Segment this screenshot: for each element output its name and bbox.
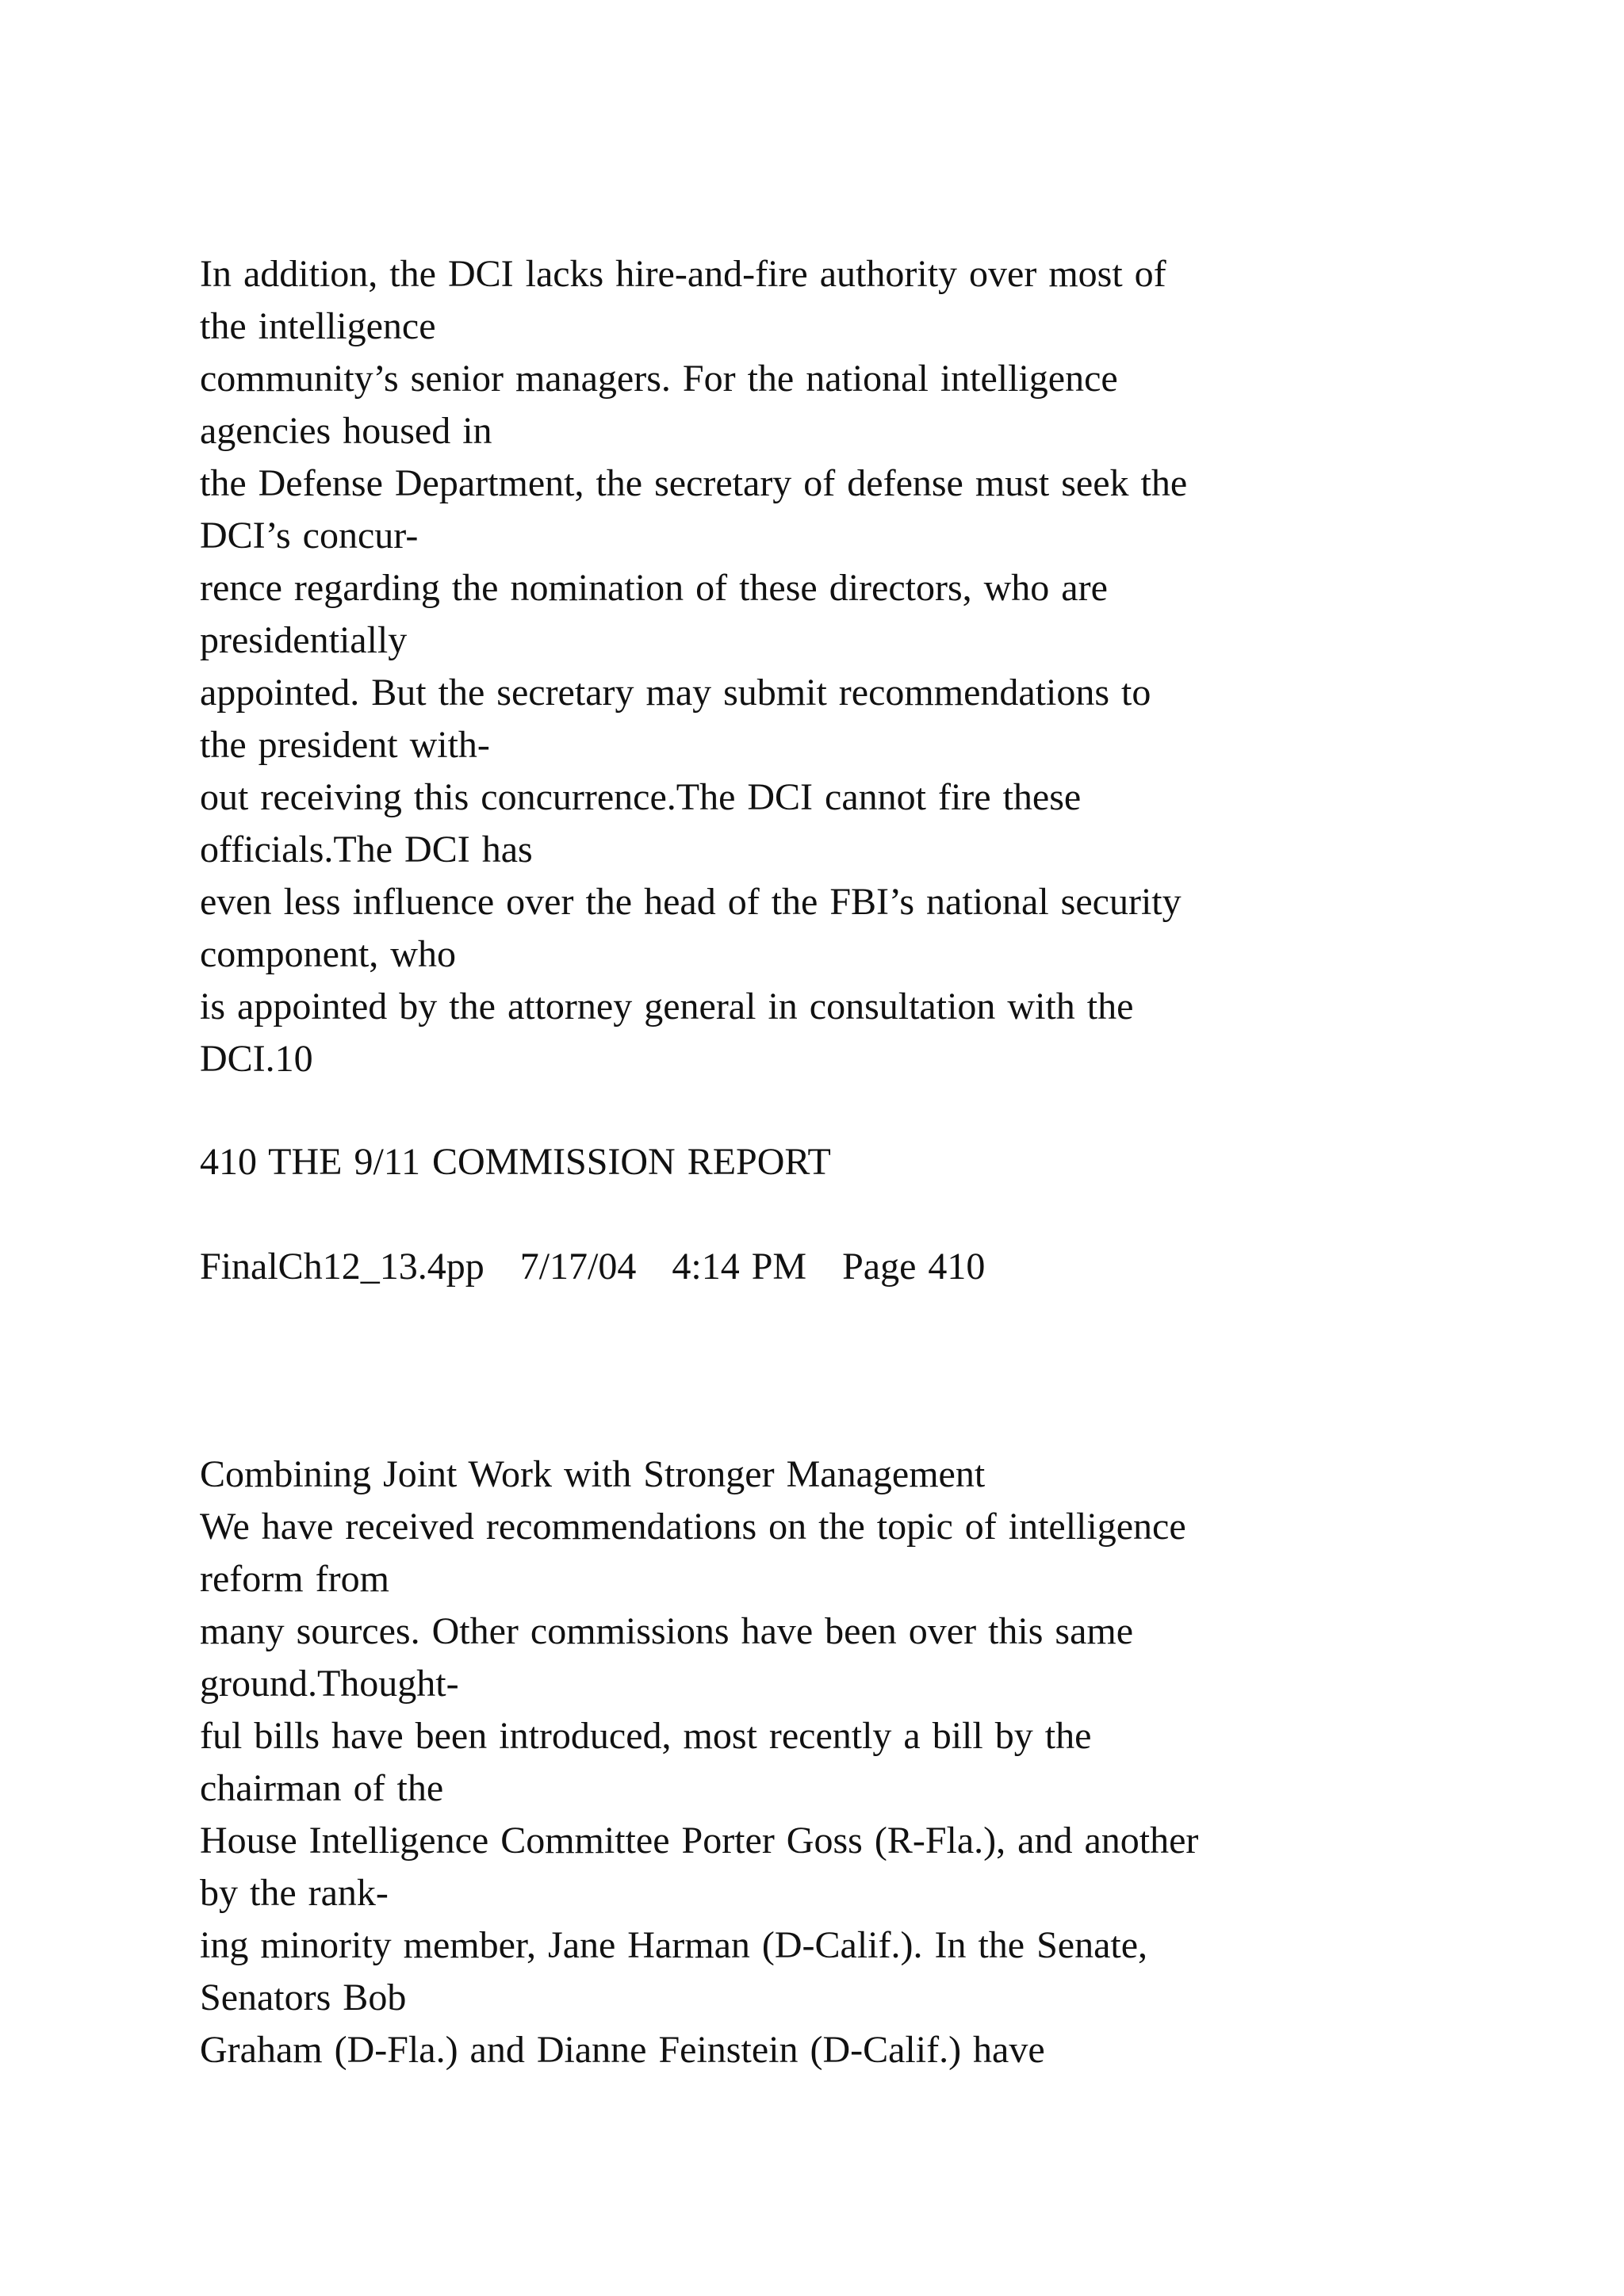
text-line: In addition, the DCI lacks hire-and-fire authority over most of (200, 253, 1166, 295)
text-line: even less influence over the head of the FBI’s national security (200, 881, 1182, 923)
text-line: by the rank- (200, 1872, 389, 1914)
text-line: is appointed by the attorney general in consultation with the (200, 985, 1134, 1027)
text-line: chairman of the (200, 1767, 444, 1809)
text-line: agencies housed in (200, 410, 492, 452)
text-line: community’s senior managers. For the national intelligence (200, 358, 1118, 400)
text-line: DCI’s concur- (200, 515, 419, 557)
running-footer: 410 THE 9/11 COMMISSION REPORT (200, 1141, 831, 1183)
text-line: the president with- (200, 724, 490, 766)
text-line: rence regarding the nomination of these directors, who are (200, 567, 1108, 609)
text-line: the intelligence (200, 305, 436, 347)
text-line: House Intelligence Committee Porter Goss (R-Fla.), and another (200, 1820, 1199, 1862)
text-line: We have received recommendations on the topic of intelligence (200, 1506, 1186, 1548)
text-line: out receiving this concurrence.The DCI cannot fire these (200, 776, 1082, 818)
text-line: DCI.10 (200, 1038, 313, 1080)
text-line: presidentially (200, 619, 408, 661)
text-line: the Defense Department, the secretary of defense must seek the (200, 462, 1188, 504)
text-line: ful bills have been introduced, most recently a bill by the (200, 1715, 1092, 1757)
file-slug: FinalCh12_13.4pp 7/17/04 4:14 PM Page 410 (200, 1246, 986, 1288)
text-line: appointed. But the secretary may submit recommendations to (200, 672, 1151, 714)
section-heading: Combining Joint Work with Stronger Management (200, 1453, 986, 1495)
text-line: reform from (200, 1558, 389, 1600)
text-line: ground.Thought- (200, 1663, 459, 1705)
text-line: component, who (200, 933, 456, 975)
text-line: many sources. Other commissions have been over this same (200, 1610, 1134, 1652)
text-line: Graham (D-Fla.) and Dianne Feinstein (D-Calif.) have (200, 2029, 1045, 2071)
text-line: Senators Bob (200, 1976, 407, 2019)
text-line: officials.The DCI has (200, 828, 533, 871)
text-line: ing minority member, Jane Harman (D-Calif.). In the Senate, (200, 1924, 1148, 1966)
